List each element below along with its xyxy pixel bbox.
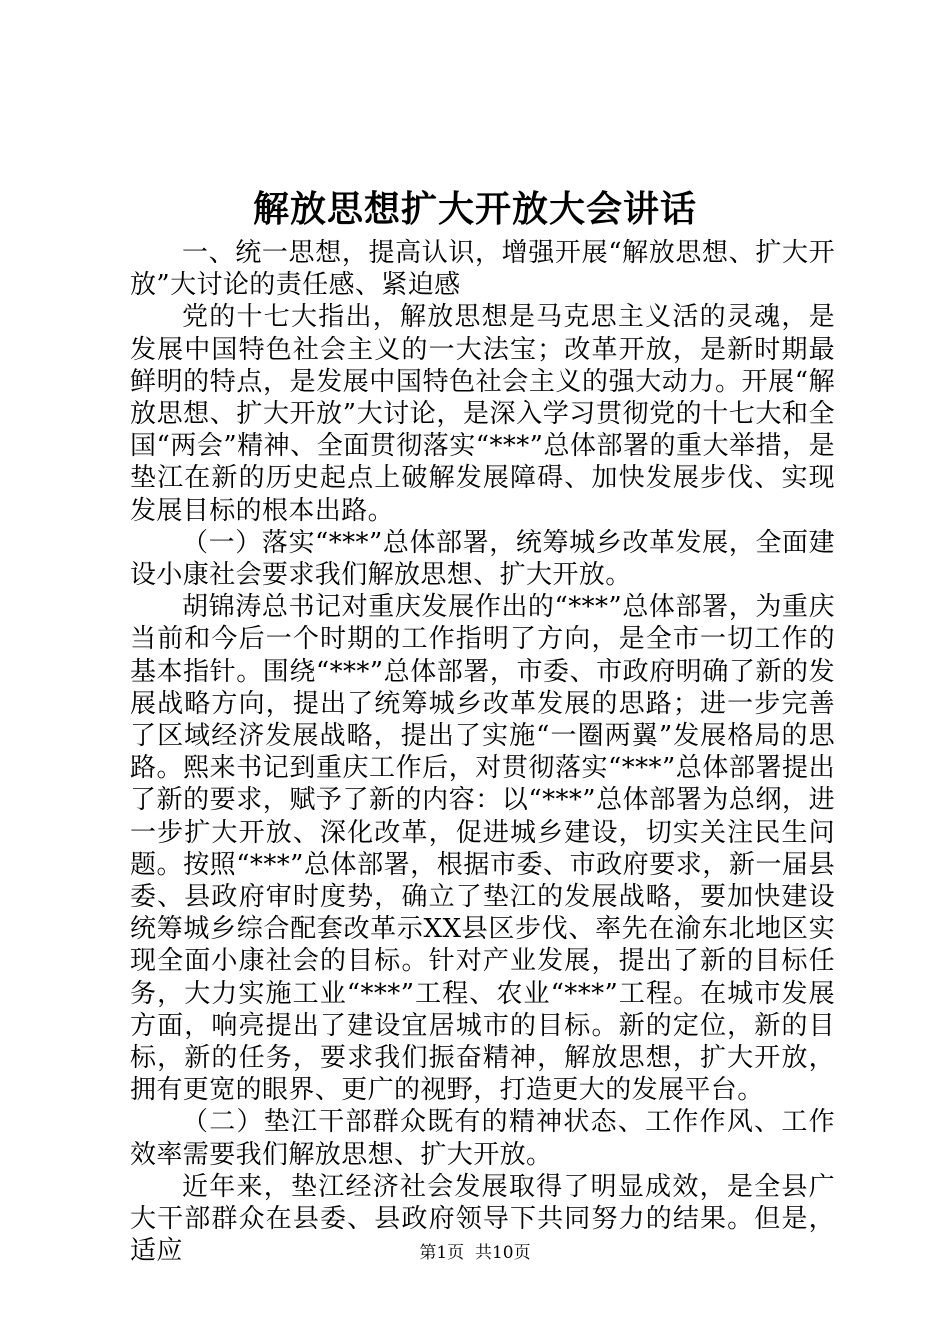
paragraph-subheading-2: （二）垫江干部群众既有的精神状态、工作作风、工作效率需要我们解放思想、扩大开放。 <box>130 1107 835 1170</box>
paragraph-intro: 党的十七大指出，解放思想是马克思主义活的灵魂，是发展中国特色社会主义的一大法宝；改革开放，是新时期最鲜明的特点，是发展中国特色社会主义的强大动力。开展“解放思想、扩大开放”大讨论，是深入学习贯彻党的十七大和全国“两会”精神、全面贯彻落实“***”总体部署的重大举措，是垫江在新的历史起点上破解发展障碍、加快发展步伐、实现发展目标的根本出路。 <box>130 302 835 526</box>
page-number: 第1页 共10页 <box>419 1243 531 1263</box>
page-footer <box>0 1241 950 1265</box>
document-body <box>130 237 835 1268</box>
paragraph-subheading-1: （一）落实“***”总体部署，统筹城乡改革发展，全面建设小康社会要求我们解放思想、扩大开放。 <box>130 527 835 591</box>
paragraph-section-heading: 一、统一思想，提高认识，增强开展“解放思想、扩大开放”大讨论的责任感、紧迫感 <box>130 238 835 301</box>
paragraph-body-1: 胡锦涛总书记对重庆发展作出的“***”总体部署，为重庆当前和今后一个时期的工作指明了方向，是全市一切工作的基本指针。围绕“***”总体部署，市委、市政府明确了新的发展战略方向，提出了统筹城乡改革发展的思路；进一步完善了区域经济发展战略，提出了实施“一圈两翼”发展格局的思路。熙来书记到重庆工作后，对贯彻落实“***”总体部署提出了新的要求，赋予了新的内容：以“***”总体部署为总纲，进一步扩大开放、深化改革，促进城乡建设，切实关注民生问题。按照“***”总体部署，根据市委、市政府要求，新一届县委、县政府审时度势，确立了垫江的发展战略，要加快建设统筹城乡综合配套改革示XX县区步伐、率先在渝东北地区实现全面小康社会的目标。针对产业发展，提出了新的目标任务，大力实施工业“***”工程、农业“***”工程。在城市发展方面，响亮提出了建设宜居城市的目标。新的定位，新的目标，新的任务，要求我们振奋精神，解放思想，扩大开放，拥有更宽的眼界、更广的视野，打造更大的发展平台。 <box>130 592 835 1106</box>
document-title: 解放思想扩大开放大会讲话 <box>252 188 697 230</box>
paragraph-body-2: 近年来，垫江经济社会发展取得了明显成效，是全县广大干部群众在县委、县政府领导下共同努力的结果。但是，适应 <box>130 1171 835 1267</box>
